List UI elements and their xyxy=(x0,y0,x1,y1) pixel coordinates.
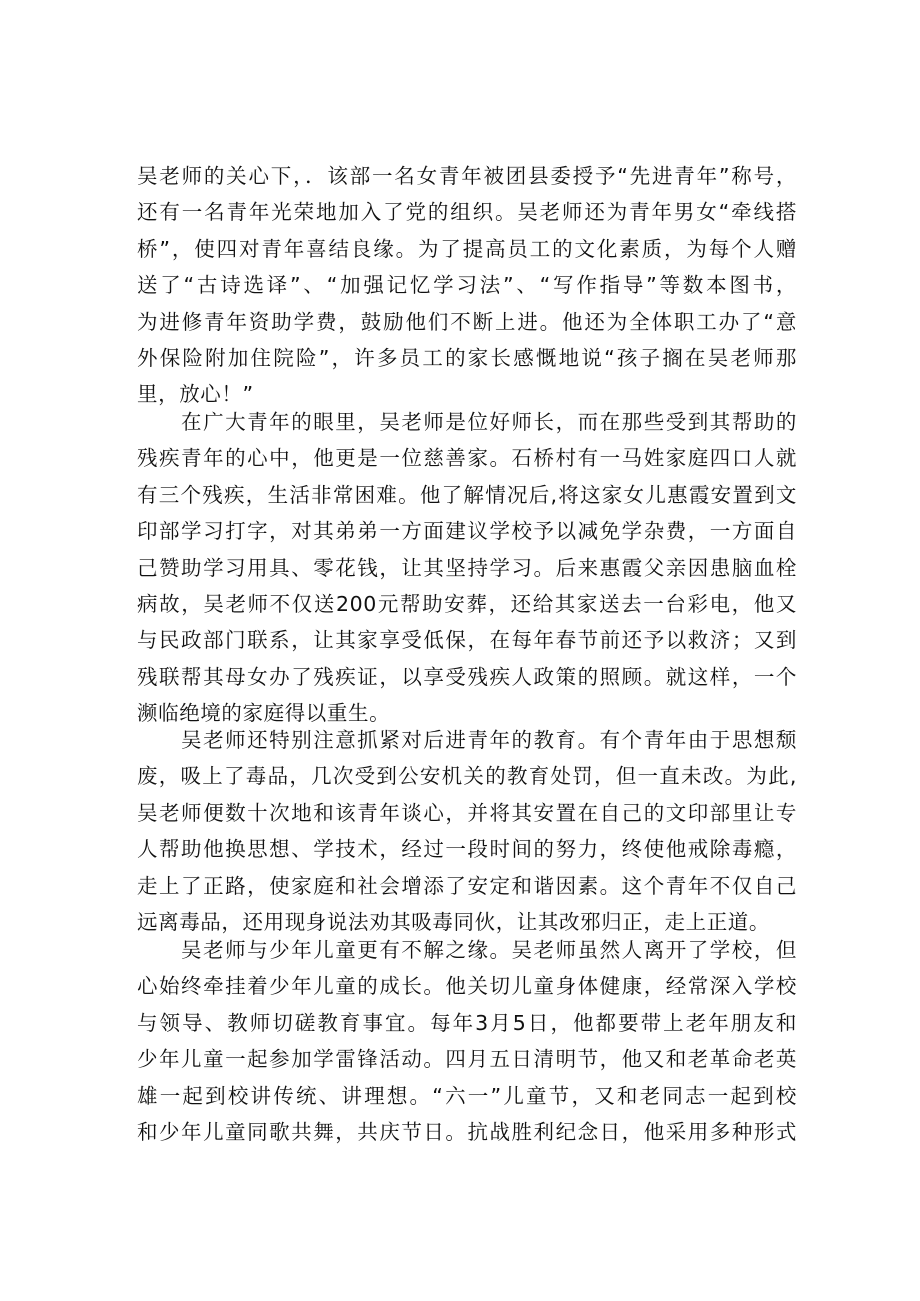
text-line: 少年儿童一起参加学雷锋活动。四月五日清明节，他又和老革命老英 xyxy=(137,1047,797,1072)
paragraph-4 xyxy=(137,932,797,1150)
text-line: 和少年儿童同歌共舞，共庆节日。抗战胜利纪念日，他采用多种形式 xyxy=(137,1119,797,1144)
text-line: 濒临绝境的家庭得以重生。 xyxy=(137,701,391,726)
paragraph-1 xyxy=(137,158,797,413)
text-line: 吴老师便数十次地和该青年谈心，并将其安置在自己的文印部里让专 xyxy=(137,800,797,825)
text-line: 人帮助他换思想、学技术，经过一段时间的努力，终使他戒除毒瘾， xyxy=(137,837,797,862)
text-line: 在广大青年的眼里，吴老师是位好师长，而在那些受到其帮助的 xyxy=(137,410,797,434)
text-line: 里，放心！” xyxy=(137,382,254,407)
text-line: 雄一起到校讲传统、讲理想。“六一”儿童节，又和老同志一起到校 xyxy=(137,1083,797,1108)
text-line: 吴老师与少年儿童更有不解之缘。吴老师虽然人离开了学校，但 xyxy=(137,938,797,962)
text-line: 心始终牵挂着少年儿童的成长。他关切儿童身体健康，经常深入学校 xyxy=(137,974,797,999)
text-line: 印部学习打字，对其弟弟一方面建议学校予以减免学杂费，一方面自 xyxy=(137,519,797,544)
paragraph-2 xyxy=(137,404,797,732)
text-line: 远离毒品，还用现身说法劝其吸毒同伙，让其改邪归正，走上正道。 xyxy=(137,909,770,934)
text-line: 为进修青年资助学费，鼓励他们不断上进。他还为全体职工办了“意 xyxy=(137,309,797,334)
text-line: 吴老师的关心下，．该部一名女青年被团县委授予“先进青年”称号， xyxy=(137,164,797,188)
text-line: 吴老师还特别注意抓紧对后进青年的教育。有个青年由于思想颓 xyxy=(137,728,797,752)
text-line: 与民政部门联系，让其家享受低保，在每年春节前还予以救济；又到 xyxy=(137,628,797,653)
text-line: 废，吸上了毒品，几次受到公安机关的教育处罚，但一直未改。为此, xyxy=(137,764,797,789)
text-line: 残疾青年的心中，他更是一位慈善家。石桥村有一马姓家庭四口人就 xyxy=(137,446,797,471)
text-line: 有三个残疾，生活非常困难。他了解情况后,将这家女儿惠霞安置到文 xyxy=(137,482,797,507)
text-line: 己赞助学习用具、零花钱，让其坚持学习。后来惠霞父亲因患脑血栓 xyxy=(137,555,797,580)
text-line: 桥”，使四对青年喜结良缘。为了提高员工的文化素质，为每个人赠 xyxy=(137,236,797,261)
text-line: 送了“古诗选译”、“加强记忆学习法”、“写作指导”等数本图书， xyxy=(137,273,797,298)
text-line: 与领导、教师切磋教育事宜。每年3月5日，他都要带上老年朋友和 xyxy=(137,1010,797,1035)
text-line: 还有一名青年光荣地加入了党的组织。吴老师还为青年男女“牵线搭 xyxy=(137,200,797,225)
text-line: 残联帮其母女办了残疾证，以享受残疾人政策的照顾。就这样，一个 xyxy=(137,664,797,689)
text-line: 走上了正路，使家庭和社会增添了安定和谐因素。这个青年不仅自己 xyxy=(137,873,797,898)
paragraph-3 xyxy=(137,722,797,940)
text-line: 病故，吴老师不仅送200元帮助安葬，还给其家送去一台彩电，他又 xyxy=(137,591,797,616)
text-line: 外保险附加住院险”，许多员工的家长感慨地说“孩子搁在吴老师那 xyxy=(137,345,797,370)
